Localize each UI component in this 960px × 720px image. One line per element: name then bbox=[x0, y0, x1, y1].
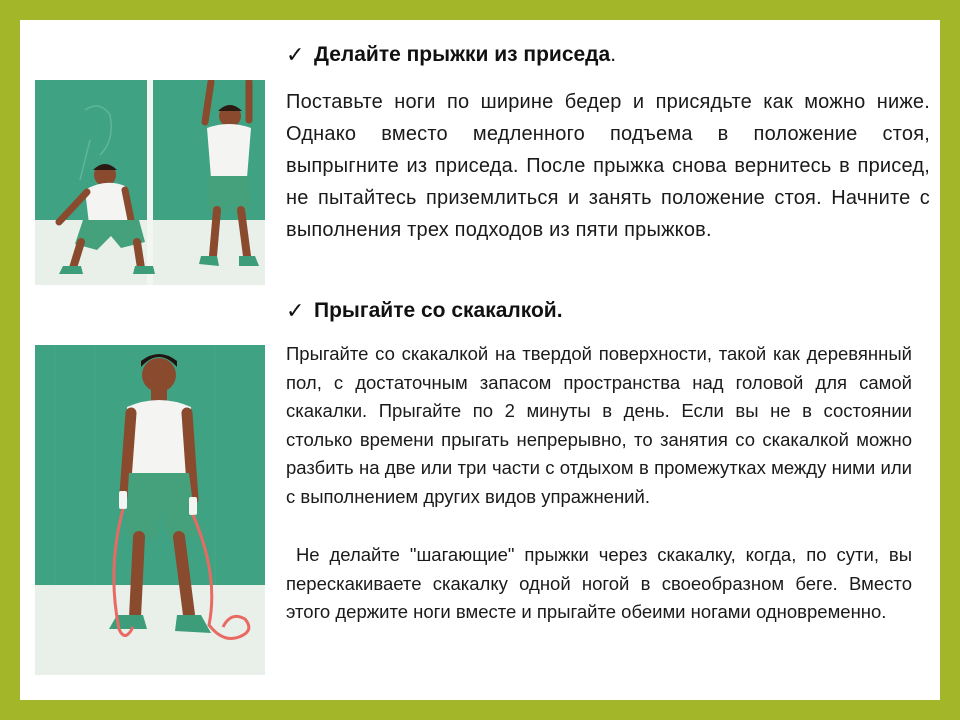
slide bbox=[20, 20, 940, 700]
jump-rope-illustration bbox=[35, 345, 265, 675]
section-heading-squat-jumps bbox=[286, 42, 930, 68]
section-squat-jumps bbox=[286, 42, 930, 68]
jump-rope-paragraph-2: Не делайте "шагающие" прыжки через скакалку, когда, по сути, вы перескакиваете скакалку одной ногой в своеобразном беге. Вместо этого держите ноги вместе и прыгайте обеими ногами одновременно. bbox=[286, 544, 918, 622]
checkmark-icon: ✓ bbox=[286, 42, 305, 67]
heading-text: Делайте прыжки из приседа bbox=[314, 43, 611, 66]
heading-period: . bbox=[610, 43, 617, 66]
checkmark-icon: ✓ bbox=[286, 298, 305, 323]
section-jump-rope bbox=[286, 298, 930, 324]
jump-rope-paragraph-1: Прыгайте со скакалкой на твердой поверхности, такой как деревянный пол, с достаточным запасом пространства над головой для самой скакалки. Прыгайте по 2 минуты в день. Если вы не в состоянии столько времени прыгать непрерывно, то занятия со скакалкой можно разбить на две или три части с отдыхом в промежутках между ними или с выполнением других видов упражнений. bbox=[286, 343, 912, 507]
squat-jump-illustration bbox=[35, 80, 265, 285]
heading-text: Прыгайте со скакалкой. bbox=[314, 299, 563, 322]
squat-jump-paragraph: Поставьте ноги по ширине бедер и присядьте как можно ниже. Однако вместо медленного подъема в положение стоя, выпрыгните из приседа. После прыжка снова вернитесь в присед, не пытайтесь приземлиться и занять положение стоя. Начните с выполнения трех подходов из пяти прыжков. bbox=[286, 91, 930, 241]
section-heading-jump-rope bbox=[286, 298, 930, 324]
